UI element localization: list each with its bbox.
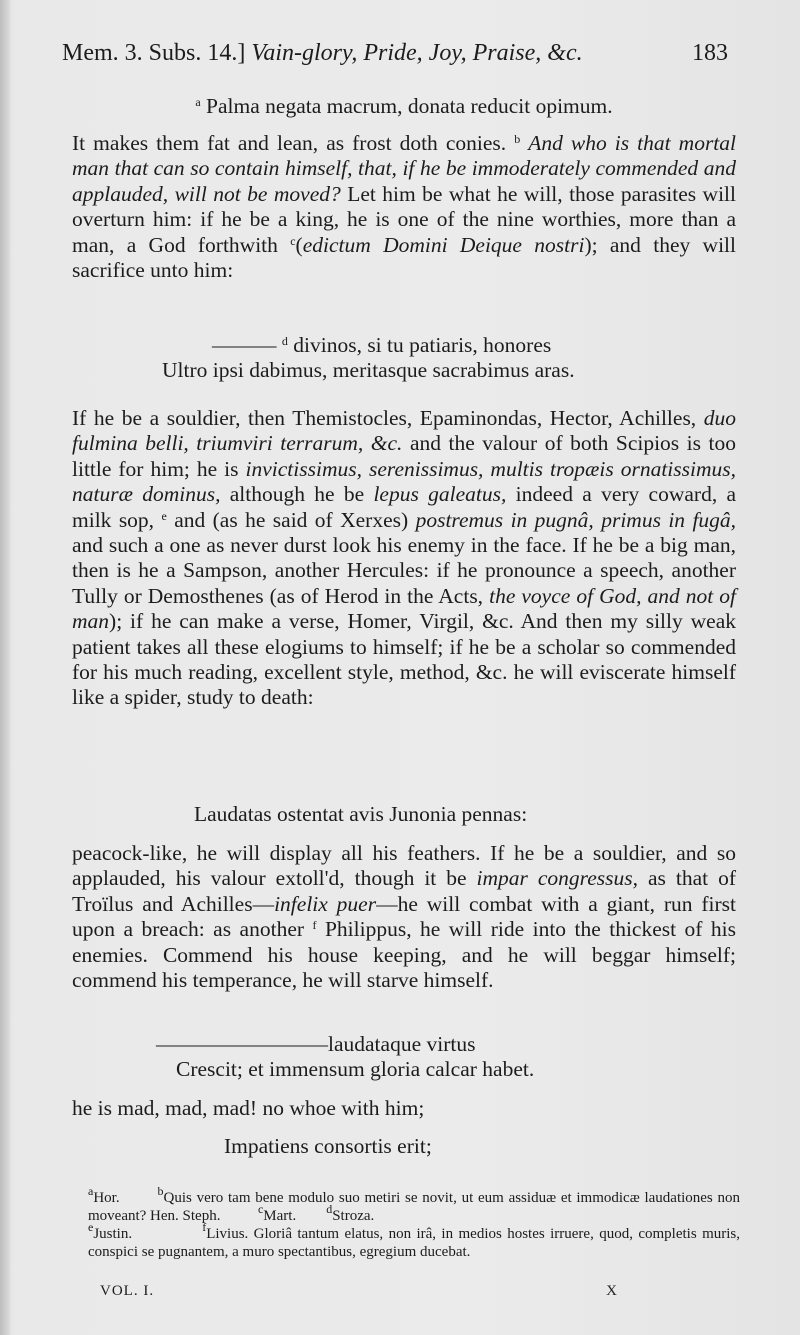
volume-label: VOL. I. [100, 1283, 155, 1299]
page-footer [100, 1283, 618, 1300]
page-number: 183 [692, 40, 728, 66]
footnote-a-b: $^a$Hor. $^b$Quis vero tam bene modulo suo metiri se novit, ut eum assiduæ et immodicæ laudationes non moveant? Hen. Steph. $^c$Mart. $^d$Stroza. [88, 1184, 741, 1224]
footnote-e-f: $^e$Justin. $^f$Livius. Gloriâ tantum elatus, non irâ, in medios hostes irruere, quod, completis muris, conspici se pugnantem, a muro spectantibus, egregium ducebat. [88, 1220, 740, 1260]
footnotes [88, 1184, 741, 1261]
line-mad: he is mad, mad, mad! no whoe with him; [72, 1096, 425, 1120]
footnote-ref-b: b [514, 132, 521, 146]
footnote-ref-f: f [312, 918, 317, 933]
motto-line: $^a$ Palma negata macrum, donata reducit opimum. [195, 94, 613, 118]
signature-mark: X [606, 1283, 618, 1299]
running-header [62, 40, 728, 74]
footnote-ref-a: a [195, 95, 201, 109]
paragraph-3: peacock-like, he will display all his feathers. If he be a souldier, and so applauded, his valour extoll'd, though it be impar congressus, as that of Troïlus and Achilles—infelix puer—he will combat with a giant, run first upon a breach: as another $^f$ Philippus, he will ride into the thickest of his enemies. Commend his house keeping, and he will beggar himself; commend his temperance, he will starve himself. [72, 841, 737, 993]
paragraph-2: If he be a souldier, then Themistocles, Epaminondas, Hector, Achilles, duo fulmina belli, triumviri terrarum, &c. and the valour of both Scipios is too little for him; he is invictissimus, serenissimus, multis tropæis ornatissimus, naturæ dominus, although he be lepus galeatus, indeed a very coward, a milk sop, $^e$ and (as he said of Xerxes) postremus in pugnâ, primus in fugâ, and such a one as never durst look his enemy in the face. If he be a big man, then is he a Sampson, another Hercules: if he pronounce a speech, another Tully or Demosthenes (as of Herod in the Acts, the voyce of God, and not of man); if he can make a verse, Homer, Virgil, &c. And then my silly weak patient takes all these elogiums to himself; if he be a scholar so commended for his much reading, excellent style, method, &c. he will eviscerate himself like a spider, study to death: [72, 406, 737, 710]
verse-impatiens: Impatiens consortis erit; [224, 1134, 432, 1158]
verse-junonia: Laudatas ostentat avis Junonia pennas: [194, 802, 528, 826]
header-title: Vain-glory, Pride, Joy, Praise, &c. [251, 40, 583, 66]
footnote-ref-c: c [290, 233, 296, 248]
header-section-ref: Mem. 3. Subs. 14.] Vain-glory, Pride, Joy, Praise, &c. [62, 40, 583, 66]
verse-laudata-virtus: ————————laudataque virtus Crescit; et immensum gloria calcar habet. [156, 1032, 535, 1082]
footnote-ref-e: e [161, 508, 167, 523]
page-spine-shadow [0, 0, 10, 1335]
verse-divinos: ——— $^d$ divinos, si tu patiaris, honores Ultro ipsi dabimus, meritasque sacrabimus aras. [162, 333, 575, 383]
paragraph-1: It makes them fat and lean, as frost doth conies. $^b$ And who is that mortal man that can so contain himself, that, if he be immoderately commended and applauded, will not be moved? Let him be what he will, those parasites will overturn him: if he be a king, he is one of the nine worthies, more than a man, a God forthwith $^c$(edictum Domini Deique nostri); and they will sacrifice unto him: [72, 131, 737, 283]
footnote-ref-d: d [281, 334, 288, 348]
